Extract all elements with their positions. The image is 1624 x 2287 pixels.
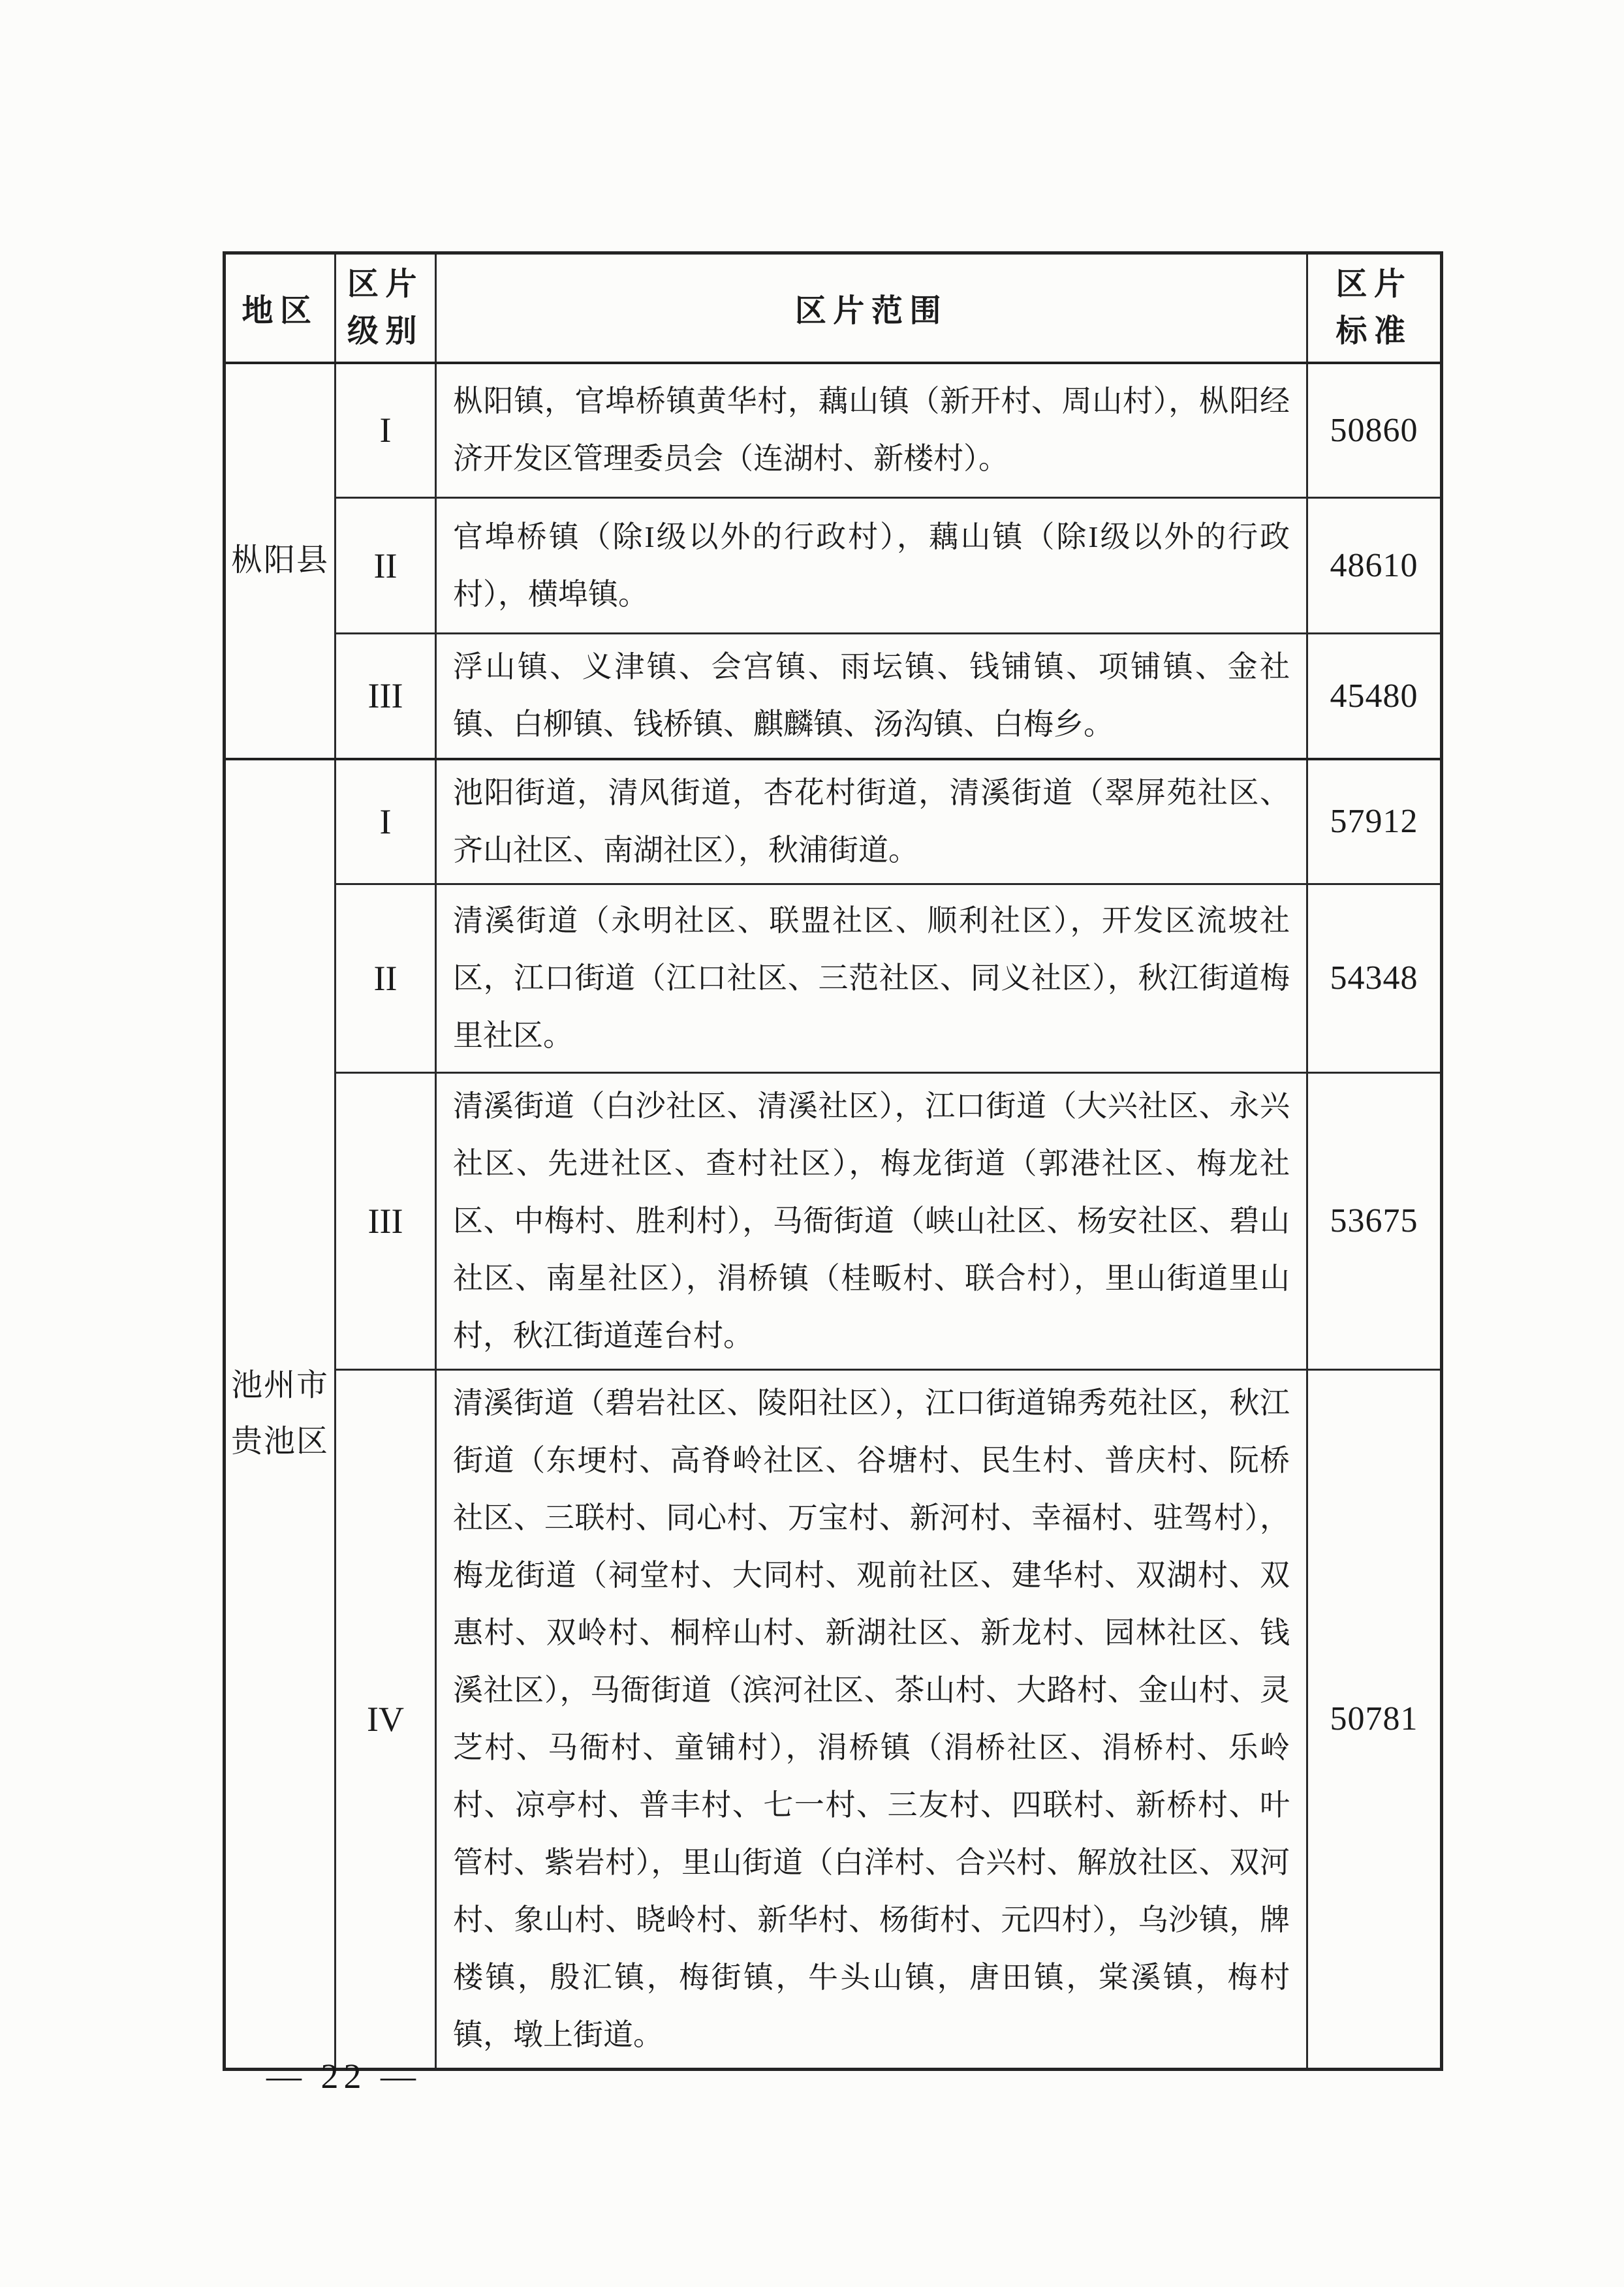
region-cell: 枞阳县 [225, 363, 336, 759]
level-cell: I [336, 363, 436, 498]
header-standard-line1: 区片 [1335, 266, 1413, 302]
header-standard [1307, 253, 1442, 363]
standard-cell: 57912 [1307, 759, 1442, 884]
header-level-line1: 区片 [347, 266, 424, 302]
zone-standard-table [223, 251, 1443, 2071]
header-standard-line2: 标准 [1335, 313, 1413, 349]
level-cell: III [336, 634, 436, 759]
level-cell: IV [336, 1369, 436, 2069]
range-cell: 枞阳镇，官埠桥镇黄华村，藕山镇（新开村、周山村），枞阳经济开发区管理委员会（连湖村、新楼村）。 [436, 363, 1307, 498]
header-region: 地区 [225, 253, 336, 363]
range-cell: 清溪街道（白沙社区、清溪社区），江口街道（大兴社区、永兴社区、先进社区、查村社区），梅龙街道（郭港社区、梅龙社区、中梅村、胜利村），马衙街道（峡山社区、杨安社区、碧山社区、南星社区），涓桥镇（桂畈村、联合村），里山街道里山村，秋江街道莲台村。 [436, 1072, 1307, 1369]
table-row [225, 634, 1442, 759]
standard-cell: 45480 [1307, 634, 1442, 759]
header-level-line2: 级别 [347, 313, 424, 349]
table-row [225, 363, 1442, 498]
standard-cell: 54348 [1307, 884, 1442, 1072]
standard-cell: 53675 [1307, 1072, 1442, 1369]
region-cell: 池州市贵池区 [225, 759, 336, 2070]
range-cell: 浮山镇、义津镇、会宫镇、雨坛镇、钱铺镇、项铺镇、金社镇、白柳镇、钱桥镇、麒麟镇、汤沟镇、白梅乡。 [436, 634, 1307, 759]
table-row [225, 498, 1442, 634]
standard-cell: 50860 [1307, 363, 1442, 498]
table-row [225, 884, 1442, 1072]
level-cell: I [336, 759, 436, 884]
page-number: — 22 — [266, 2057, 421, 2096]
range-cell: 池阳街道，清风街道，杏花村街道，清溪街道（翠屏苑社区、齐山社区、南湖社区），秋浦街道。 [436, 759, 1307, 884]
level-cell: III [336, 1072, 436, 1369]
standard-cell: 48610 [1307, 498, 1442, 634]
range-cell: 清溪街道（碧岩社区、陵阳社区），江口街道锦秀苑社区，秋江街道（东埂村、高脊岭社区、谷塘村、民生村、普庆村、阮桥社区、三联村、同心村、万宝村、新河村、幸福村、驻驾村），梅龙街道（祠堂村、大同村、观前社区、建华村、双湖村、双惠村、双岭村、桐梓山村、新湖社区、新龙村、园林社区、钱溪社区），马衙街道（滨河社区、茶山村、大路村、金山村、灵芝村、马衙村、童铺村），涓桥镇（涓桥社区、涓桥村、乐岭村、凉亭村、普丰村、七一村、三友村、四联村、新桥村、叶管村、紫岩村），里山街道（白洋村、合兴村、解放社区、双河村、象山村、晓岭村、新华村、杨街村、元四村），乌沙镇，牌楼镇，殷汇镇，梅街镇，牛头山镇，唐田镇，棠溪镇，梅村镇，墩上街道。 [436, 1369, 1307, 2069]
range-cell: 清溪街道（永明社区、联盟社区、顺利社区），开发区流坡社区，江口街道（江口社区、三范社区、同义社区），秋江街道梅里社区。 [436, 884, 1307, 1072]
header-range: 区片范围 [436, 253, 1307, 363]
level-cell: II [336, 884, 436, 1072]
table-row [225, 759, 1442, 884]
header-level [336, 253, 436, 363]
table-row [225, 1072, 1442, 1369]
range-cell: 官埠桥镇（除I级以外的行政村），藕山镇（除I级以外的行政村），横埠镇。 [436, 498, 1307, 634]
table-header-row [225, 253, 1442, 363]
standard-cell: 50781 [1307, 1369, 1442, 2069]
level-cell: II [336, 498, 436, 634]
table-row [225, 1369, 1442, 2069]
